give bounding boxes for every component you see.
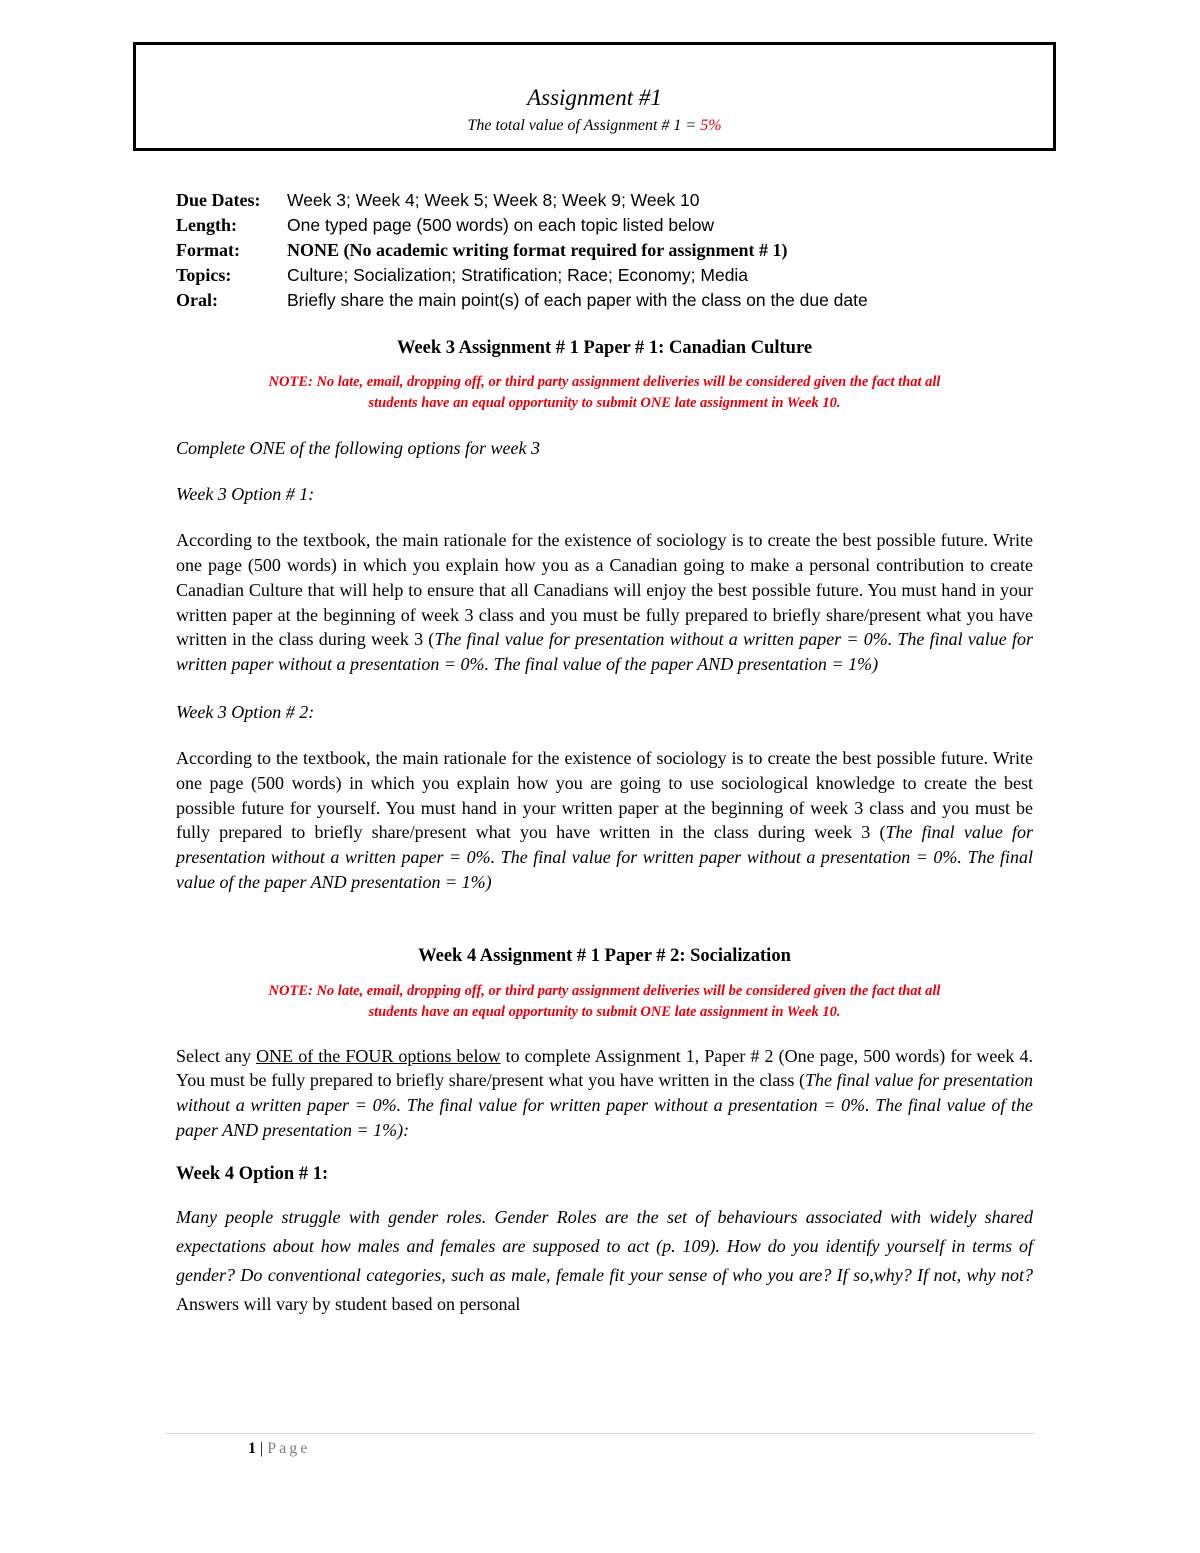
week4-instructions — [176, 1044, 1033, 1143]
document-title: Assignment #1 — [527, 85, 662, 110]
week3-heading: Week 3 Assignment # 1 Paper # 1: Canadian Culture — [396, 338, 813, 358]
week3-option1-body — [176, 528, 1033, 676]
page-label: Page — [267, 1440, 311, 1457]
option-text: According to the textbook, the main rationale for the existence of sociology is to create the best possible future. Write one page (500 words) in which you explain how you are going to use sociological knowledge to create the best possible future for yourself. You must hand in your written paper at the beginning of week 3 class and you must be fully prepared to briefly share/present what you have written in the class during week 3 ( — [176, 748, 1033, 843]
meta-row-length — [176, 213, 1033, 238]
meta-value: Briefly share the main point(s) of each paper with the class on the due date — [287, 290, 868, 310]
option-value-note: The final value for presentation without a written paper = 0%. The final value for written paper without a presentation = 0%. The final value of the paper AND presentation = 1%) — [176, 629, 1033, 674]
assignment-value: 5% — [700, 117, 722, 134]
meta-label: Topics: — [176, 265, 232, 285]
document-subtitle — [136, 117, 1053, 135]
instruction-emphasis: ONE of the FOUR options below — [256, 1045, 501, 1066]
meta-value: Week 3; Week 4; Week 5; Week 8; Week 9; Week 10 — [287, 190, 700, 210]
footer-divider — [165, 1433, 1035, 1434]
title-box — [133, 42, 1056, 151]
meta-block — [176, 188, 1033, 313]
meta-row-format — [176, 238, 1033, 263]
meta-value: Culture; Socialization; Stratification; Race; Economy; Media — [287, 265, 749, 285]
footer-separator: | — [256, 1440, 268, 1457]
page-number: 1 — [248, 1440, 256, 1457]
meta-label: Length: — [176, 215, 238, 235]
option-text: According to the textbook, the main rationale for the existence of sociology is to create the best possible future. Write one page (500 words) in which you explain how you as a Canadian going to make a personal contribution to create Canadian Culture that will help to ensure that all Canadians will enjoy the best possible future. You must hand in your written paper at the beginning of week 3 class and you must be fully prepared to briefly share/present what you have written in the class during week 3 ( — [176, 530, 1033, 650]
note-line: NOTE: No late, email, dropping off, or third party assignment deliveries will be considered given the fact that all — [268, 374, 941, 390]
document-body — [176, 188, 1033, 1319]
option-text: Answers will vary by student based on personal — [176, 1294, 521, 1315]
instruction-text: Select any — [176, 1045, 257, 1066]
meta-label: Format: — [176, 240, 240, 260]
week3-instruction: Complete ONE of the following options for week 3 — [176, 438, 540, 458]
meta-label: Due Dates: — [176, 190, 261, 210]
note-line: NOTE: No late, email, dropping off, or third party assignment deliveries will be considered given the fact that all — [268, 982, 941, 999]
option-value-note: The final value for presentation without a written paper = 0%. The final value for written paper without a presentation = 0%. The final value of the paper AND presentation = 1%) — [176, 822, 1033, 892]
week3-option2-body — [176, 746, 1033, 894]
week4-heading: Week 4 Assignment # 1 Paper # 2: Socialization — [418, 945, 791, 966]
option-value-note: The final value for presentation without a written paper = 0%. The final value for written paper without a presentation = 0%. The final value of the paper AND presentation = 1%): — [176, 1070, 1033, 1140]
page-footer — [248, 1440, 310, 1458]
week3-option2-title: Week 3 Option # 2: — [176, 701, 315, 722]
meta-value: NONE (No academic writing format required for assignment # 1) — [287, 240, 788, 260]
meta-value: One typed page (500 words) on each topic listed below — [287, 215, 715, 235]
note-line: students have an equal opportunity to submit ONE late assignment in Week 10. — [368, 1003, 841, 1020]
week3-note — [176, 372, 1033, 414]
week4-option1-body — [176, 1203, 1033, 1319]
meta-label: Oral: — [176, 290, 218, 310]
meta-row-due-dates — [176, 188, 1033, 213]
week4-option1-title: Week 4 Option # 1: — [176, 1164, 329, 1185]
week3-option1-title: Week 3 Option # 1: — [176, 483, 315, 504]
meta-row-topics — [176, 263, 1033, 288]
week4-note — [176, 981, 1033, 1023]
option-question: Many people struggle with gender roles. Gender Roles are the set of behaviours associated with widely shared expectations about how males and females are supposed to act (p. 109). How do you identify yourself in terms of gender? Do conventional categories, such as male, female fit your sense of who you are? If so,why? If not, why not? — [176, 1207, 1033, 1286]
meta-row-oral — [176, 288, 1033, 313]
instruction-text: to complete Assignment 1, Paper # 2 (One page, 500 words) for week 4. You must be fully prepared to briefly share/present what you have written in the class ( — [176, 1045, 1033, 1091]
note-line: students have an equal opportunity to submit ONE late assignment in Week 10. — [368, 395, 841, 411]
subtitle-text: The total value of Assignment # 1 = — [467, 117, 701, 134]
